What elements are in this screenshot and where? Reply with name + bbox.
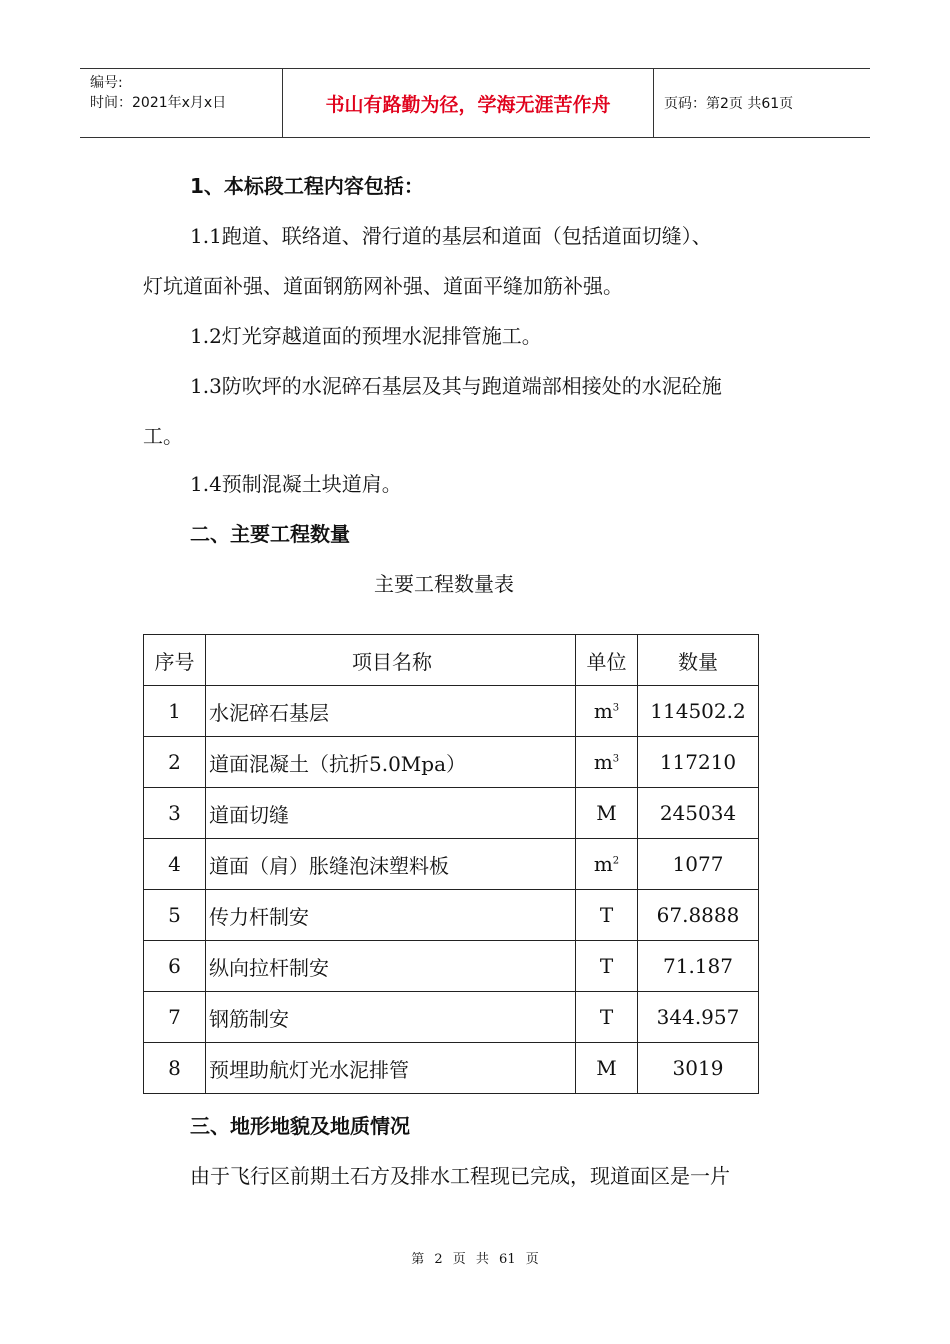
row-name: 纵向拉杆制安 xyxy=(206,941,576,992)
row-no: 7 xyxy=(144,992,206,1043)
row-qty: 67.8888 xyxy=(638,890,759,941)
row-qty: 114502.2 xyxy=(638,686,759,737)
col-header-name: 项目名称 xyxy=(206,635,576,686)
row-name: 道面混凝土（抗折5.0Mpa） xyxy=(206,737,576,788)
row-unit xyxy=(576,992,638,1043)
item-1-1-line1: 1.1跑道、联络道、滑行道的基层和道面（包括道面切缝）、 xyxy=(190,224,712,248)
unit-text: m xyxy=(593,750,613,774)
col-header-qty: 数量 xyxy=(638,635,759,686)
row-unit xyxy=(576,890,638,941)
row-name: 预埋助航灯光水泥排管 xyxy=(206,1043,576,1094)
row-unit xyxy=(576,839,638,890)
row-qty: 1077 xyxy=(638,839,759,890)
row-no: 4 xyxy=(144,839,206,890)
header-page-info: 页码：第2页 共61页 xyxy=(664,96,794,112)
table-row xyxy=(144,941,759,992)
table-row xyxy=(144,1043,759,1094)
number-label: 编号: xyxy=(90,75,123,91)
row-qty: 344.957 xyxy=(638,992,759,1043)
page-header xyxy=(80,68,870,138)
time-label: 时间：2021年x月x日 xyxy=(90,95,227,111)
table-row xyxy=(144,890,759,941)
table-row xyxy=(144,788,759,839)
item-1-2: 1.2灯光穿越道面的预埋水泥排管施工。 xyxy=(190,324,542,348)
unit-text: T xyxy=(599,903,614,927)
item-1-3-line1: 1.3防吹坪的水泥碎石基层及其与跑道端部相接处的水泥砼施 xyxy=(190,374,722,398)
section2-heading: 二、主要工程数量 xyxy=(190,522,350,546)
section3-heading: 三、地形地貌及地质情况 xyxy=(190,1114,410,1138)
row-no: 3 xyxy=(144,788,206,839)
row-no: 5 xyxy=(144,890,206,941)
row-unit xyxy=(576,941,638,992)
header-motto: 书山有路勤为径，学海无涯苦作舟 xyxy=(283,69,654,137)
unit-text: T xyxy=(599,1005,614,1029)
row-name: 道面切缝 xyxy=(206,788,576,839)
row-no: 1 xyxy=(144,686,206,737)
row-qty: 117210 xyxy=(638,737,759,788)
unit-text: m xyxy=(593,852,613,876)
row-name: 钢筋制安 xyxy=(206,992,576,1043)
unit-exponent: 2 xyxy=(612,855,620,867)
page-footer: 第 2 页 共 61 页 xyxy=(411,1252,539,1267)
section3-text: 由于飞行区前期土石方及排水工程现已完成，现道面区是一片 xyxy=(190,1164,730,1188)
table-row xyxy=(144,839,759,890)
row-name: 传力杆制安 xyxy=(206,890,576,941)
quantity-table xyxy=(143,634,759,1094)
row-unit xyxy=(576,686,638,737)
unit-text: m xyxy=(593,699,613,723)
row-no: 8 xyxy=(144,1043,206,1094)
header-meta-cell xyxy=(80,69,283,137)
row-name: 道面（肩）胀缝泡沫塑料板 xyxy=(206,839,576,890)
unit-text: M xyxy=(596,1056,617,1080)
row-no: 2 xyxy=(144,737,206,788)
table-row xyxy=(144,992,759,1043)
row-unit xyxy=(576,1043,638,1094)
row-no: 6 xyxy=(144,941,206,992)
item-1-3-line2: 工。 xyxy=(143,424,183,448)
unit-text: M xyxy=(596,801,617,825)
table-header-row xyxy=(144,635,759,686)
col-header-unit: 单位 xyxy=(576,635,638,686)
col-header-no: 序号 xyxy=(144,635,206,686)
table-row xyxy=(144,737,759,788)
unit-exponent: 3 xyxy=(612,753,620,765)
item-1-4: 1.4预制混凝土块道肩。 xyxy=(190,472,402,496)
row-unit xyxy=(576,788,638,839)
row-qty: 245034 xyxy=(638,788,759,839)
item-1-1-line2: 灯坑道面补强、道面钢筋网补强、道面平缝加筋补强。 xyxy=(143,274,623,298)
table-row xyxy=(144,686,759,737)
row-name: 水泥碎石基层 xyxy=(206,686,576,737)
row-unit xyxy=(576,737,638,788)
unit-exponent: 3 xyxy=(612,702,620,714)
table-title: 主要工程数量表 xyxy=(374,572,514,596)
section1-heading: 1、本标段工程内容包括： xyxy=(190,174,424,198)
row-qty: 71.187 xyxy=(638,941,759,992)
row-qty: 3019 xyxy=(638,1043,759,1094)
unit-text: T xyxy=(599,954,614,978)
